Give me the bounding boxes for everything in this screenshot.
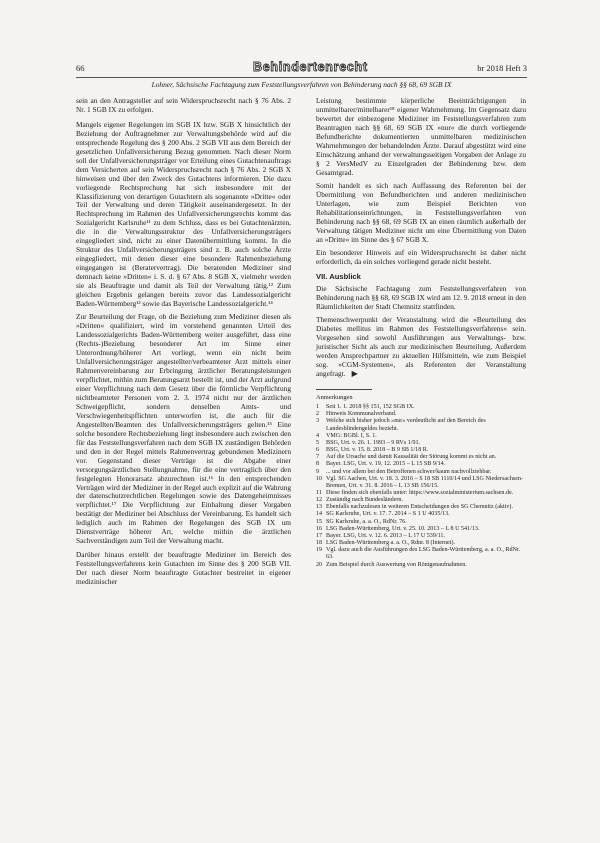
footnotes-list [316,404,526,569]
footnote [316,526,526,533]
footnote-rule [316,389,372,390]
footnote [316,519,526,526]
paragraph: Leistung bestimmte körperliche Beeinträchtigungen in unmittelbarer/mittelbarer¹⁸ eigener Wahrnehmung. Im Gegensatz dazu bewertet der einbezogene Mediziner im Feststellungsverfahren zum Beantragten nach §§ 68, 69 SGB IX »nur« die durch vorliegende Befundberichte dokumentierten unmittelbaren medizinischen Wahrnehmungen der behandelnden Ärzte. Darauf abgestützt wird eine Einschätzung anhand der verwaltungsseitigen Vorgaben der Anlage zu § 2 VersMedV zu Einzelgraden der Behinderung bzw. dem Gesamtgrad. [316,96,526,177]
paragraph: sein an den Antragsteller auf sein Widerspruchsrecht nach § 76 Abs. 2 Nr. 1 SGB IX zu erfolgen. [76,96,291,114]
footnote-number: 12 [316,497,323,504]
footnote-number: 4 [316,432,320,439]
footnote-number: 2 [316,411,320,418]
footnote-number: 18 [316,540,323,547]
footnote [316,461,526,468]
footnote-number: 10 [316,475,323,482]
footnotes-heading: Anmerkungen [316,394,353,402]
footnote-text: BSG, Urt. v. 15. 8. 2018 – B 9 SB 1/18 R. [326,447,429,454]
footnote-text: Zuständig nach Bundesländern. [326,497,403,504]
footnote-number: 1 [316,404,320,411]
footnote [316,476,526,490]
footnote [316,433,526,440]
footnote-number: 5 [316,439,320,446]
footnote-number: 16 [316,525,323,532]
footnote-text: SG Karlsruhe, a. a. O., RdNr. 76. [326,518,407,525]
footnote [316,504,526,511]
footnote [316,547,526,561]
footnote [316,454,526,461]
footnote-number: 14 [316,511,323,518]
right-column [316,97,526,569]
footnote-text: Bayer. LSG, Urt. v. 19. 12. 2015 – L 15 SB 9/14. [326,461,446,468]
footnote-number: 3 [316,418,320,425]
paragraph: Zur Beurteilung der Frage, ob die Beziehung zum Mediziner diesen als »Dritten« qualifiziert, wird im vorstehend genannten Urteil des Landessozialgerichts Baden-Württemberg weiter ausgeführt, dass eine (Rechts-)Beziehung besonderer Art im Sinne einer Unterordnung/höherer Art vorliegt, wenn ein nicht beim Unfallversicherungsträger angestellter/verbeamteter Arzt mittels einer Rahmenvereinbarung zur Erbringung ärztlicher Beratungsleistungen verpflichtet, mithin zum Beratungsarzt bestellt ist, und der Arzt aufgrund einer Verpflichtung nach dem Gesetz über die förmliche Verpflichtung nichtbeamteter Personen vom 2. 3. 1974 nicht nur der ärztlichen Schweigepflicht, sondern denselben Amts- und Verschwiegenheitspflichten unterworfen ist, die auch für die Angestellten/Beamten des Unfallversicherungsträgers gelten.¹⁵ Eine solche besondere Rechtsbeziehung liegt insbesondere auch zwischen den für das Feststellungsverfahren nach dem SGB IX zuständigen Behörden und den in der Regel mittels Rahmenvertrag gebundenen Medizinern vor. Gegenstand dieser Verträge ist die Abgabe einer versorgungsärztlichen Stellungnahme, für die eine vertraglich über den festgelegten Honorarsatz abzurechnen ist.¹⁶ In den entsprechenden Verträgen wird der Mediziner in der Regel auch explizit auf die Wahrung der datenschutzrechtlichen Regelungen sowie des Datengeheimnisses verpflichtet.¹⁷ Die Verpflichtung zur Einhaltung dieser Vorgaben bestätigt der Mediziner bei Abschluss der Vereinbarung. Es handelt sich lediglich auch im Rahmen der Regelungen des SGB IX um Dienstverträge höherer Art, welche mithin die ärztlichen Sachverständigen zum Teil der Verwaltung macht. [76,312,291,546]
page-number: 66 [76,63,85,73]
footnote-text: Vgl. SG Aachen, Urt. v. 18. 3. 2016 – S 18 SB 1110/14 und LSG Niedersachsen-Bremen, Urt. v. 31. 8. 2016 – L 13 SB 156/15. [326,475,524,489]
paragraph: Somit handelt es sich nach Auffassung des Referenten bei der Übermittlung von Befundberichten und anderen medizinischen Unterlagen, wie zum Beispiel Berichten von Rehabilitationseinrichtungen, in Feststellungsverfahren von Behinderung nach §§ 68, 69 SGB IX an einen räumlich außerhalb der Verwaltung tätigen Mediziner nicht um eine Übermittlung von Daten an »Dritte« im Sinne des § 67 SGB X. [316,181,526,244]
footnote [316,469,526,476]
footnote-text: LSG Baden-Württemberg a. a. O., Rdnr. 8 (Internet). [326,540,456,547]
footnote [316,562,526,569]
paragraph: Darüber hinaus erstellt der beauftragte Mediziner im Bereich des Feststellungsverfahrens kein Gutachten im Sinne des § 200 SGB VII. Der nach dieser Norm beauftragte Gutachter bestreitet in eigener medizinischer [76,549,291,586]
footnote-number: 8 [316,461,320,468]
footnote-text: Welche sich bisher jedoch »nur« verdeutlicht auf den Bereich des Landesblindengeldes bezieht. [326,418,486,432]
footnote-text: VMG: BGBl. I, S. 1. [326,432,377,439]
footnote-text: LSG Baden-Württemberg, Urt. v. 25. 10. 2013 – L 8 U 541/13. [326,525,480,532]
footnote [316,404,526,411]
paragraph: Ein besonderer Hinweis auf ein Widerspruchsrecht ist daher nicht erforderlich, da ein solches vorliegend gerade nicht besteht. [316,248,526,267]
footnote [316,533,526,540]
footnote-number: 20 [316,561,323,568]
paragraph: Die Sächsische Fachtagung zum Feststellungsverfahren von Behinderung nach §§ 68, 69 SGB IX wird am 12. 9. 2018 erneut in den Räumlichkeiten der Stadt Chemnitz stattfinden. [316,284,526,312]
footnote-text: Zum Beispiel durch Auswertung von Röntgenaufnahmen. [326,561,467,568]
footnote-number: 11 [316,489,322,496]
left-column [76,97,291,591]
footnote-text: ... und vor allem bei den Betroffenen schwer/kaum nachvollziehbar. [326,468,492,475]
footnote-number: 6 [316,447,320,454]
section-heading: VII. Ausblick [316,272,361,282]
page-header [76,61,527,77]
end-arrow-icon: ▶ [351,369,358,379]
footnote-number: 13 [316,504,323,511]
paragraph-text: Themenschwerpunkt der Veranstaltung wird die »Beurteilung des Diabetes mellitus im Rahmen des Feststellungsverfahrens« sein. Vorgesehen sind sowohl Ausführungen aus Verwaltungs- bzw. juristischer Sicht als auch zur medizinischen Beurteilung. Außerdem werden Ansprechpartner zu aktuellen Hilfsmitteln, wie zum Beispiel sog. »CGM-Systemen«, als Referenten der Veranstaltung angefragt. [316,315,526,379]
footnote-text: Seit 1. 1. 2018 §§ 151, 152 SGB IX. [326,404,415,411]
footnote-text: SG Karlsruhe, Urt. v. 17. 7. 2014 – S 1 U 4035/13. [326,511,450,518]
footnote-number: 9 [316,468,320,475]
footnote [316,440,526,447]
issue-label: br 2018 Heft 3 [477,63,527,73]
footnote-number: 15 [316,518,323,525]
footnote-number: 19 [316,547,323,554]
footnote [316,511,526,518]
running-title: Lohner, Sächsische Fachtagung zum Feststellungsverfahren von Behinderung nach §§ 68, 69 SGB IX [151,80,452,89]
footnote-text: Bayer. LSG, Urt. v. 12. 6. 2013 – L 17 U 539/11. [326,532,445,539]
footnote-text: Vgl. dazu auch die Ausführungen des LSG Baden-Württemberg, a. a. O., RdNr. 63. [326,547,521,561]
footnote-text: Auf die Ursache und damit Kausalität der Störung kommt es nicht an. [326,454,497,461]
footnote [316,418,526,432]
footnote-text: Hinweis Kommunalverband. [326,411,397,418]
footnote-text: Ebenfalls nachzulesen in weiteren Entscheidungen des SG Chemnitz (aktiv). [326,504,513,511]
footnote-text: BSG, Urt. v. 26. 1. 1993 – 9 RVs 1/91. [326,439,421,446]
footnote-text: Diese finden sich ebenfalls unter: https://www.sozialministerium.sachsen.de. [326,489,514,496]
footnote-number: 7 [316,454,320,461]
journal-title: Behindertenrecht [253,60,368,74]
footnote [316,490,526,497]
paragraph: Mangels eigener Regelungen im SGB IX bzw. SGB X hinsichtlich der Beziehung der Auftragnehmer zur Verwaltungsbehörde wird auf die entsprechende Regelung des § 200 Abs. 2 SGB VII aus dem Bereich der gesetzlichen Unfallversicherung Bezug genommen. Nach dieser Norm soll der Unfallversicherungsträger vor Erteilung eines Gutachtenauftrags dem Versicherten auf sein Widerspruchsrecht nach § 76 Abs. 2 SGB X hinweisen und über den Zweck des Gutachtens informieren. Die dazu vorliegende Rechtsprechung hat sich insbesondere mit der Klassifizierung von derartigen Gutachtern als sogenannte »Dritte« oder Teil der Verwaltung und deren Tätigkeit auseinandergesetzt. In der Rechtsprechung im Rahmen des Unfallversicherungsrechts kommt das Sozialgericht Karlsruhe¹¹ zu dem Schluss, dass es bei Gutachtenärzten, die in die Verwaltungsstruktur des Unfallversicherungsträgers eingegliedert sind, nicht zu einer Datenübermittlung kommt. In die Struktur des Unfallversicherungsträgers sind z. B. auch solche Ärzte eingegliedert, mit denen dieser eine besondere Rahmenbeziehung eingegangen ist (Beratervertrag). Die beratenden Mediziner sind demnach keine »Dritten« i. S. d. § 67 Abs. 8 SGB X, vielmehr werden sie als Beauftragte und damit als Teil der Verwaltung tätig.¹² Zum gleichen Ergebnis gelangen bereits zuvor das Landessozialgericht Baden-Württemberg¹³ sowie das Bayerische Landessozialgericht.¹⁴ [76,119,291,308]
header-rule [76,77,527,78]
paragraph [316,316,526,379]
footnote-number: 17 [316,532,323,539]
